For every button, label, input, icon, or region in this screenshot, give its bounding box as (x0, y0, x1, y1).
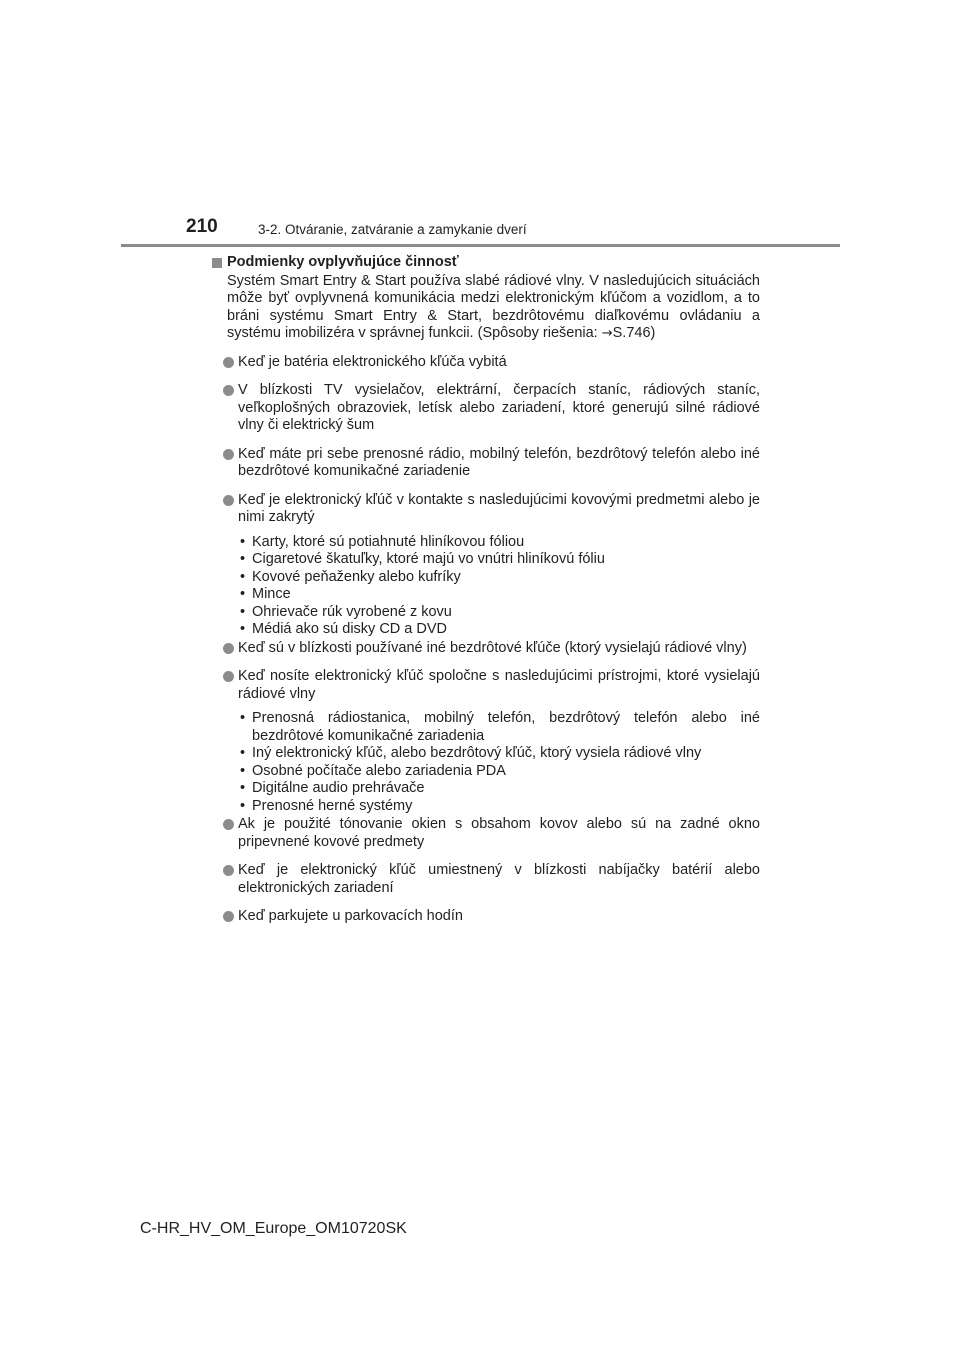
list-item-text: Keď je elektronický kľúč v kontakte s nasledujúcimi kovovými predmetmi alebo je nimi zakrytý (238, 491, 760, 525)
intro-text: Systém Smart Entry & Start používa slabé rádiové vlny. V nasledujúcich situáciách môže byť ovplyvnená komunikácia medzi elektronickým kľúčom a vozidlom, a to bráni systému Smart Entry & Start, bezdrôtovému diaľkovému ovládaniu a systému imobilizéra v správnej funkcii. (Spôsoby riešenia: (227, 272, 760, 341)
section-title-text: Podmienky ovplyvňujúce činnosť (227, 254, 459, 270)
list-item (210, 862, 760, 897)
sub-list-item (238, 569, 760, 587)
sub-list-item (238, 551, 760, 569)
page-reference-link[interactable]: S.746) (612, 325, 656, 341)
sub-list-item-text: Cigaretové škatuľky, ktoré majú vo vnútri hliníkovú fóliu (252, 551, 605, 567)
list-item-text: Keď sú v blízkosti používané iné bezdrôtové kľúče (ktorý vysielajú rádiové vlny) (238, 639, 747, 656)
circle-bullet-icon (223, 385, 234, 396)
document-code: C-HR_HV_OM_Europe_OM10720SK (140, 1220, 407, 1237)
circle-bullet-icon (223, 671, 234, 682)
dot-bullet-icon: • (240, 621, 246, 637)
sub-list-item (238, 798, 760, 816)
list-item (210, 446, 760, 481)
sub-list-item-text: Kovové peňaženky alebo kufríky (252, 568, 461, 585)
chapter-title: 3-2. Otváranie, zatváranie a zamykanie dverí (258, 222, 527, 237)
arrow-right-icon: → (601, 326, 613, 341)
sub-list-item (238, 745, 760, 763)
list-item (210, 816, 760, 851)
sub-list-item-text: Médiá ako sú disky CD a DVD (252, 621, 448, 637)
list-item-text: Keď parkujete u parkovacích hodín (238, 908, 463, 924)
sub-list-item-text: Prenosné herné systémy (252, 797, 413, 814)
dot-bullet-icon: • (240, 780, 246, 796)
circle-bullet-icon (223, 865, 234, 876)
sub-list-item (238, 763, 760, 781)
dot-bullet-icon: • (240, 762, 246, 779)
sub-list-item (238, 621, 760, 639)
circle-bullet-icon (223, 495, 234, 506)
list-item (210, 908, 760, 926)
page-number: 210 (186, 216, 218, 237)
page-header (0, 0, 960, 250)
sub-list-item-text: Karty, ktoré sú potiahnuté hliníkovou fóliou (252, 533, 525, 550)
list-item-text: Keď je elektronický kľúč umiestnený v blízkosti nabíjačky batérií alebo elektronických zariadení (238, 862, 760, 896)
circle-bullet-icon (223, 819, 234, 830)
circle-bullet-icon (223, 911, 234, 922)
circle-bullet-icon (223, 357, 234, 368)
section-operating-conditions (210, 254, 760, 926)
list-item-text: Keď nosíte elektronický kľúč spoločne s nasledujúcimi prístrojmi, ktoré vysielajú rádiové vlny (238, 668, 760, 702)
list-item (210, 354, 760, 372)
sub-list-item (238, 586, 760, 604)
circle-bullet-icon (223, 449, 234, 460)
list-item-text: Keď máte pri sebe prenosné rádio, mobilný telefón, bezdrôtový telefón alebo iné bezdrôtové komunikačné zariadenie (238, 445, 760, 479)
square-bullet-icon (212, 258, 222, 268)
list-item-text: V blízkosti TV vysielačov, elektrární, čerpacích staníc, rádiových staníc, veľkoplošných obrazoviek, letísk alebo zariadení, ktoré generujú silné rádiové vlny či elektrický šum (238, 382, 760, 433)
list-item (210, 492, 760, 639)
sub-list-item (238, 604, 760, 622)
dot-bullet-icon: • (240, 568, 246, 585)
sub-list-item-text: Ohrievače rúk vyrobené z kovu (252, 603, 452, 620)
section-intro (227, 273, 760, 343)
dot-bullet-icon: • (240, 797, 246, 814)
header-divider (121, 244, 840, 247)
dot-bullet-icon: • (240, 551, 246, 567)
sub-list-item-text: Osobné počítače alebo zariadenia PDA (252, 762, 506, 779)
dot-bullet-icon: • (240, 586, 246, 602)
sub-list-item-text: Iný elektronický kľúč, alebo bezdrôtový kľúč, ktorý vysiela rádiové vlny (252, 745, 702, 761)
circle-bullet-icon (223, 643, 234, 654)
sub-list-item-text: Digitálne audio prehrávače (252, 780, 425, 796)
page-content (210, 254, 760, 926)
dot-bullet-icon: • (240, 603, 246, 620)
sub-list-item (238, 710, 760, 745)
condition-list (210, 354, 760, 926)
sub-list (238, 534, 760, 639)
dot-bullet-icon: • (240, 745, 246, 761)
sub-list (238, 710, 760, 815)
dot-bullet-icon: • (240, 533, 246, 550)
sub-list-item-text: Mince (252, 586, 291, 602)
sub-list-item (238, 780, 760, 798)
list-item-text: Ak je použité tónovanie okien s obsahom kovov alebo sú na zadné okno pripevnené kovové predmety (238, 816, 760, 850)
list-item (210, 668, 760, 815)
sub-list-item-text: Prenosná rádiostanica, mobilný telefón, bezdrôtový telefón alebo iné bezdrôtové komunikačné zariadenia (252, 710, 760, 744)
list-item-text: Keď je batéria elektronického kľúča vybitá (238, 353, 507, 370)
sub-list-item (238, 534, 760, 552)
list-item (210, 640, 760, 658)
section-title (210, 254, 760, 272)
list-item (210, 382, 760, 435)
dot-bullet-icon: • (240, 710, 246, 726)
